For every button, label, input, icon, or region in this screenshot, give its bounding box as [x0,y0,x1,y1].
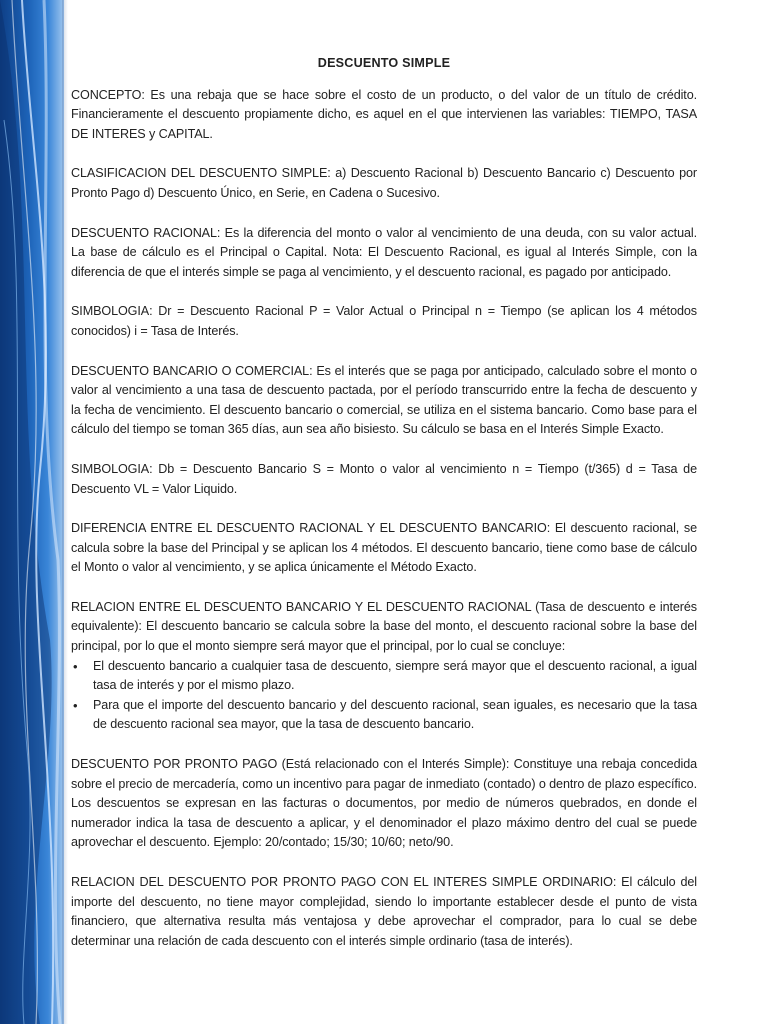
list-item: • Para que el importe del descuento bancario y del descuento racional, sean iguales, es necesario que la tasa de descuento racional sea mayor, que la tasa de descuento bancario. [71,696,697,735]
decorative-sidebar [0,0,64,1024]
sidebar-wave-graphic [0,0,64,1024]
paragraph-relacion-pronto-pago: RELACION DEL DESCUENTO POR PRONTO PAGO CON EL INTERES SIMPLE ORDINARIO: El cálculo del importe del descuento, no tiene mayor complejidad, siendo lo importante establecer desde el punto de vista financiero, que alternativa resulta más ventajosa y debe aprovechar el comprador, para lo cual se debe determinar una relación de cada descuento con el interés simple ordinario (tasa de interés). [71,875,697,948]
document-body [71,54,697,971]
list-item: • El descuento bancario a cualquier tasa de descuento, siempre será mayor que el descuento racional, a igual tasa de interés y por el mismo plazo. [71,657,697,696]
paragraph-descuento-bancario: DESCUENTO BANCARIO O COMERCIAL: Es el interés que se paga por anticipado, calculado sobre el monto o valor al vencimiento a una tasa de descuento pactada, por el período transcurrido entre la fecha de descuento y la fecha de vencimiento. El descuento bancario o comercial, se utiliza en el sistema bancario. Como base para el cálculo del tiempo se toman 365 días, aun sea año bisiesto. Su cálculo se basa en el Interés Simple Exacto. [71,363,697,437]
paragraph-diferencia: DIFERENCIA ENTRE EL DESCUENTO RACIONAL Y EL DESCUENTO BANCARIO: El descuento racional, se calcula sobre la base del Principal y se aplican los 4 métodos. El descuento bancario, tiene como base de cálculo el Monto o valor al vencimiento, y se aplica únicamente el Método Exacto. [71,521,697,575]
sidebar-edge-shadow [62,0,68,1024]
paragraph-simbologia-racional: SIMBOLOGIA: Dr = Descuento Racional P = Valor Actual o Principal n = Tiempo (se aplican los 4 métodos conocidos) i = Tasa de Interés. [71,304,697,338]
paragraph-concepto: CONCEPTO: Es una rebaja que se hace sobre el costo de un producto, o del valor de un título de crédito. Financieramente el descuento propiamente dicho, es aquel en el que intervienen las variables: TIEMPO, TASA DE INTERES y CAPITAL. [71,87,697,141]
paragraph-descuento-racional: DESCUENTO RACIONAL: Es la diferencia del monto o valor al vencimiento de una deuda, con su valor actual. La base de cálculo es el Principal o Capital. Nota: El Descuento Racional, es igual al Interés Simple, con la diferencia de que el interés simple se paga al vencimiento, y el descuento racional, es pagado por anticipado. [71,225,697,279]
page-title: DESCUENTO SIMPLE [317,56,451,70]
paragraph-relacion: RELACION ENTRE EL DESCUENTO BANCARIO Y EL DESCUENTO RACIONAL (Tasa de descuento e interés equivalente): El descuento bancario se calcula sobre la base del monto, el descuento racional sobre la base del principal, por lo que el monto siempre será mayor que el principal, por lo cual se concluye: [71,599,697,654]
paragraph-clasificacion: CLASIFICACION DEL DESCUENTO SIMPLE: a) Descuento Racional b) Descuento Bancario c) Descuento por Pronto Pago d) Descuento Único, en Serie, en Cadena o Sucesivo. [71,166,697,200]
paragraph-simbologia-bancario: SIMBOLOGIA: Db = Descuento Bancario S = Monto o valor al vencimiento n = Tiempo (t/365) d = Tasa de Descuento VL = Valor Liquido. [71,461,697,496]
conclusion-list [71,657,697,735]
paragraph-pronto-pago: DESCUENTO POR PRONTO PAGO (Está relacionado con el Interés Simple): Constituye una rebaja concedida sobre el precio de mercadería, como un incentivo para pagar de inmediato (contado) o dentro de plazo específico. Los descuentos se expresan en las facturas o documentos, por medio de números quebrados, en donde el numerador indica la tasa de descuento a aplicar, y el denominador el plazo máximo dentro del cual se puede aprovechar el descuento. Ejemplo: 20/contado; 15/30; 10/60; neto/90. [71,757,697,850]
